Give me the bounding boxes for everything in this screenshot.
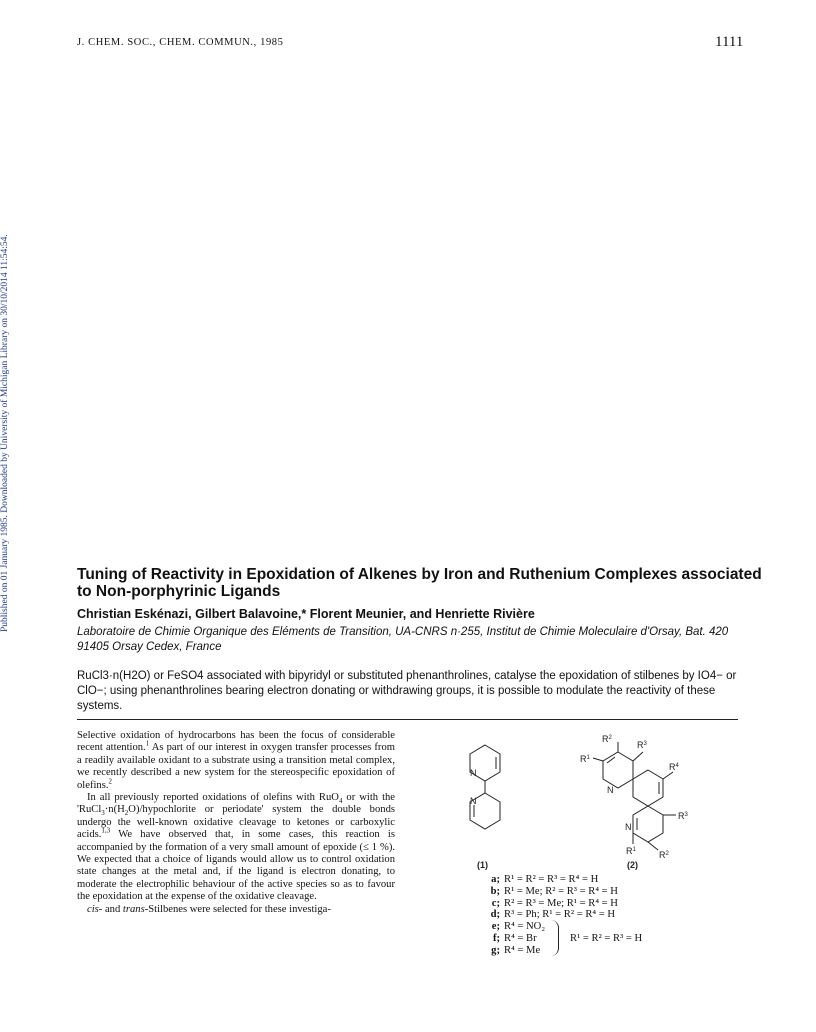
list-item: e; R⁴ = NO₂ xyxy=(491,921,546,933)
text-run: O)/hypochlorite or periodate' system the double bonds undergo the well-known oxidative cleavage to ketones or carboxylic acids. xyxy=(77,804,395,841)
substituent-label: $R^3$ xyxy=(637,740,647,750)
atom-label-n: N xyxy=(470,768,477,778)
text-run: trans xyxy=(122,903,145,915)
substituent-label: $R^3$ xyxy=(678,811,688,821)
running-head: J. CHEM. SOC., CHEM. COMMUN., 1985 xyxy=(77,37,284,48)
list-item: g; R⁴ = Me xyxy=(491,944,541,956)
list-item: d; R³ = Ph; R¹ = R² = R⁴ = H xyxy=(490,909,616,921)
abstract: RuCl3·n(H2O) or FeSO4 associated with bipyridyl or substituted phenanthrolines, catalyse the epoxidation of stilbenes by IO4− or ClO−; using phenanthrolines bearing electron donating or withdrawing groups, it is possible to modulate the reactivity of these systems. xyxy=(77,670,737,712)
text-run: cis xyxy=(87,903,99,915)
citation[interactable]: 1 xyxy=(145,739,150,748)
body-text-column xyxy=(77,730,395,916)
subscript: 3 xyxy=(101,809,105,818)
compound-label-2: (2) xyxy=(627,860,638,870)
list-item: a; R¹ = R² = R³ = R⁴ = H xyxy=(491,874,599,885)
affiliation: Laboratoire de Chimie Organique des Eléments de Transition, UA-CNRS n·255, Institut de Chimie Moleculaire d'Orsay, Bat. 420 91405 Orsay Cedex, France xyxy=(77,626,729,653)
subscript: 4 xyxy=(338,797,343,806)
phenanthroline-structure xyxy=(580,734,689,860)
text-run: In all previously reported oxidations of olefins with RuO xyxy=(87,792,339,804)
atom-label-n: N xyxy=(470,796,477,806)
substituent-label: $R^1$ xyxy=(580,754,590,764)
author-list: Christian Eskénazi, Gilbert Balavoine,* Florent Meunier, and Henriette Rivière xyxy=(77,607,535,621)
compound-label-1: (1) xyxy=(477,860,488,870)
text-run: -Stilbenes were selected for these investiga- xyxy=(144,903,331,915)
list-item: f; R⁴ = Br xyxy=(492,932,537,944)
article-title: Tuning of Reactivity in Epoxidation of Alkenes by Iron and Ruthenium Complexes associated to Non-porphyrinic Ligands xyxy=(77,566,762,600)
subscript: 2 xyxy=(124,809,129,818)
substituent-bond xyxy=(633,752,643,761)
text-run: ·n(H xyxy=(104,804,125,816)
list-item: c; R² = R³ = Me; R¹ = R⁴ = H xyxy=(491,897,618,909)
atom-label-n: N xyxy=(607,785,614,795)
substituent-label: $R^1$ xyxy=(626,846,636,856)
download-watermark[interactable]: Published on 01 January 1985. Downloaded by University of Michigan Library on 30/10/2014 11:54:54. xyxy=(0,234,10,632)
shared-substituents: R¹ = R² = R³ = H xyxy=(570,933,643,944)
atom-label-n: N xyxy=(625,822,632,832)
paragraph-2 xyxy=(77,792,395,904)
text-run: As part of our interest in oxygen transfer processes from a readily available oxidant to a substrate using a transition metal complex, we recently described a new system for the stereospecific epoxidation of olefins. xyxy=(77,742,395,791)
page-number: 1111 xyxy=(715,34,744,50)
text-run: We have observed that, in some cases, this reaction is accompanied by the formation of a very small amount of epoxide (≤ 1 %). We expected that a choice of ligands would allow us to control oxidation state changes at the metal and, if the ligand is electron donating, to moderate the electrophilic behaviour of the active species so as to favour the epoxidation at the expense of the oxidative cleavage. xyxy=(77,829,395,903)
citation[interactable]: 1,3 xyxy=(101,826,111,835)
citation[interactable]: 2 xyxy=(108,777,112,786)
paragraph-3 xyxy=(77,904,395,916)
substituent-bond xyxy=(663,772,673,779)
substituent-label: $R^2$ xyxy=(602,734,612,744)
brace xyxy=(546,920,559,956)
section-divider xyxy=(77,719,738,720)
substituent-bond xyxy=(593,758,603,761)
text-run: or with the 'RuCl xyxy=(77,792,396,816)
list-item: b; R¹ = Me; R² = R³ = R⁴ = H xyxy=(490,885,618,897)
bipyridyl-structure xyxy=(470,745,500,829)
substituent-label: $R^4$ xyxy=(669,762,679,772)
chemical-structures xyxy=(440,730,740,870)
ring-left-top xyxy=(603,752,633,788)
text-run: - and xyxy=(98,903,123,915)
text-run: Selective oxidation of hydrocarbons has been the focus of considerable recent attention. xyxy=(77,730,395,754)
substituent-label: $R^2$ xyxy=(659,850,669,860)
paragraph-1 xyxy=(77,730,395,792)
substituent-bond xyxy=(648,842,658,850)
